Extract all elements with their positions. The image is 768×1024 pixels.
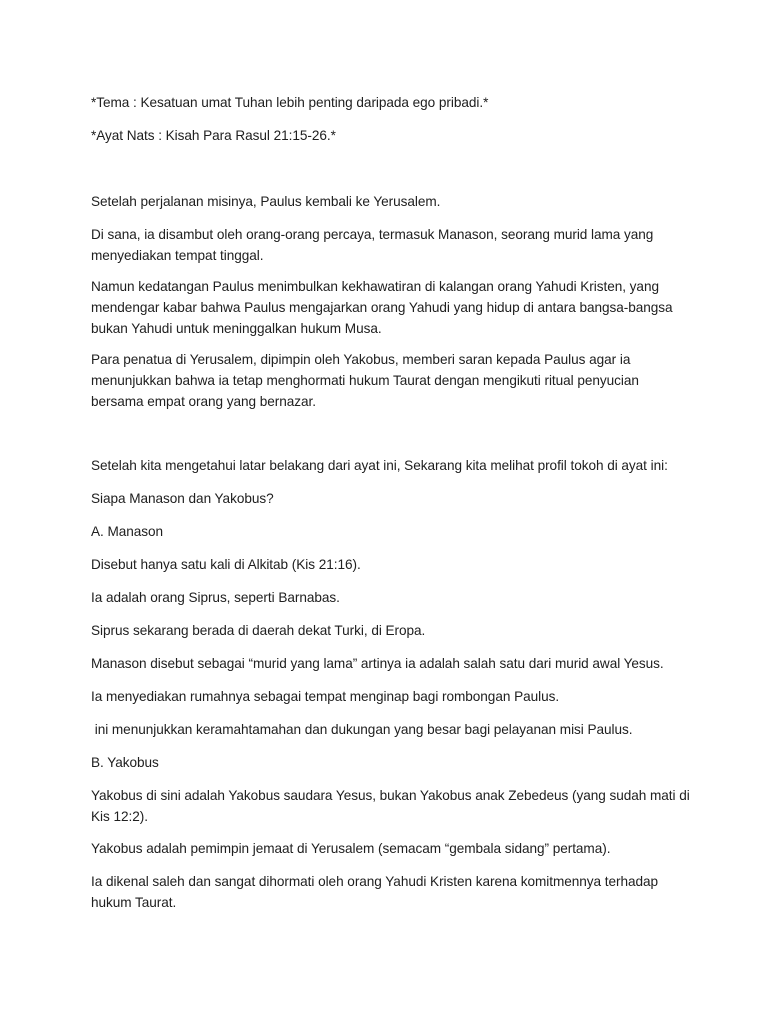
paragraph-journey: Setelah perjalanan misinya, Paulus kembali ke Yerusalem. — [91, 194, 441, 209]
theme-line: *Tema : Kesatuan umat Tuhan lebih penting daripada ego pribadi.* — [91, 95, 489, 110]
paragraph-elders-advice: Para penatua di Yerusalem, dipimpin oleh Yakobus, memberi saran kepada Paulus agar ia menunjukkan bahwa ia tetap menghormati hukum Taurat dengan mengikuti ritual penyucian bersama empat orang yang bernazar. — [91, 352, 639, 409]
section-heading-manason: A. Manason — [91, 524, 164, 539]
manason-point-5: Ia menyediakan rumahnya sebagai tempat menginap bagi rombongan Paulus. — [91, 689, 560, 704]
manason-point-6: ini menunjukkan keramahtamahan dan dukungan yang besar bagi pelayanan misi Paulus. — [91, 722, 633, 737]
manason-point-3: Siprus sekarang berada di daerah dekat Turki, di Eropa. — [91, 623, 426, 638]
yakobus-point-2: Yakobus adalah pemimpin jemaat di Yerusalem (semacam “gembala sidang” pertama). — [91, 841, 611, 856]
paragraph-intro-profile: Setelah kita mengetahui latar belakang dari ayat ini, Sekarang kita melihat profil tokoh di ayat ini: — [91, 458, 668, 473]
paragraph-welcome: Di sana, ia disambut oleh orang-orang percaya, termasuk Manason, seorang murid lama yang menyediakan tempat tinggal. — [91, 227, 654, 263]
question-line: Siapa Manason dan Yakobus? — [91, 491, 274, 506]
verse-reference-line: *Ayat Nats : Kisah Para Rasul 21:15-26.* — [91, 128, 336, 143]
yakobus-point-3: Ia dikenal saleh dan sangat dihormati oleh orang Yahudi Kristen karena komitmennya terhadap hukum Taurat. — [91, 874, 659, 910]
manason-point-2: Ia adalah orang Siprus, seperti Barnabas. — [91, 590, 340, 605]
section-heading-yakobus: B. Yakobus — [91, 755, 159, 770]
paragraph-concern: Namun kedatangan Paulus menimbulkan kekhawatiran di kalangan orang Yahudi Kristen, yang mendengar kabar bahwa Paulus mengajarkan orang Yahudi yang hidup di antara bangsa-bangsa bukan Yahudi untuk meninggalkan hukum Musa. — [91, 279, 673, 336]
manason-point-1: Disebut hanya satu kali di Alkitab (Kis 21:16). — [91, 557, 361, 572]
manason-point-4: Manason disebut sebagai “murid yang lama” artinya ia adalah salah satu dari murid awal Yesus. — [91, 656, 664, 671]
yakobus-point-1: Yakobus di sini adalah Yakobus saudara Yesus, bukan Yakobus anak Zebedeus (yang sudah mati di Kis 12:2). — [91, 788, 690, 824]
